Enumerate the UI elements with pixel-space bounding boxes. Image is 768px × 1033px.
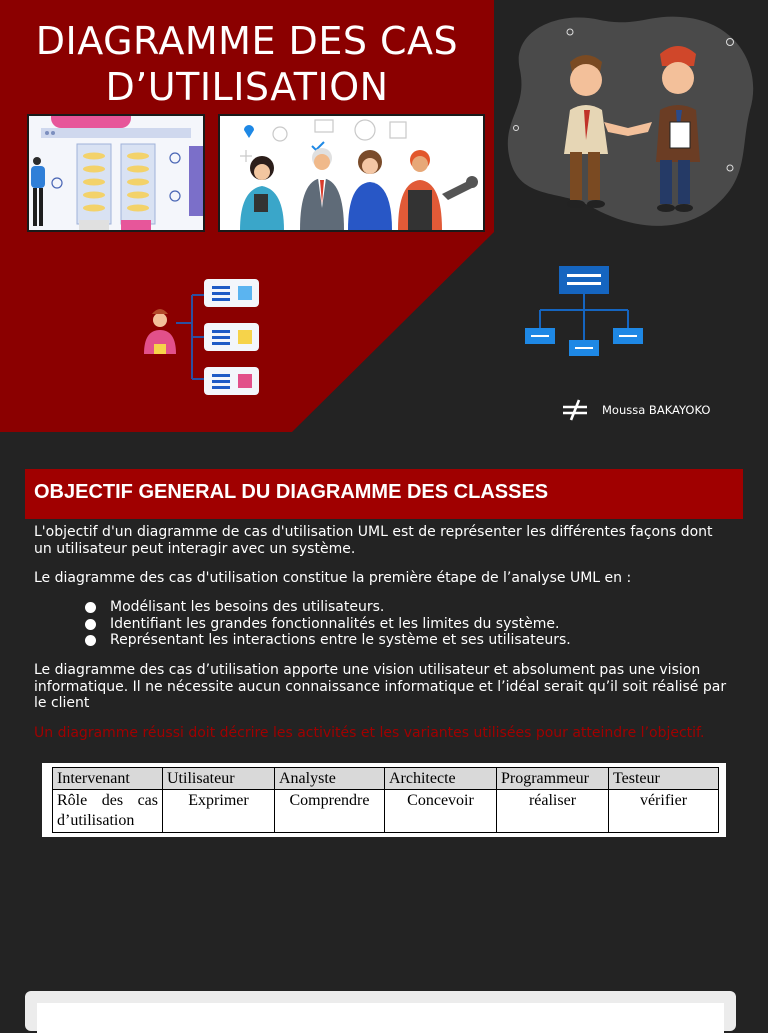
- intro-paragraph: L'objectif d'un diagramme de cas d'utilisation UML est de représenter les différentes façons dont un utilisateur peut interagir avec un système.: [34, 524, 713, 557]
- roles-table: [52, 767, 719, 833]
- org-chart-icon: [522, 262, 646, 358]
- analysis-paragraph: Le diagramme des cas d'utilisation constitue la première étape de l’analyse UML en :: [34, 570, 632, 586]
- section-title: OBJECTIF GENERAL DU DIAGRAMME DES CLASSES: [34, 481, 549, 503]
- roles-table-container: [42, 763, 726, 837]
- next-card-inner: [37, 1003, 724, 1033]
- team-illustration: [218, 114, 485, 232]
- table-header-cell: Testeur: [609, 768, 719, 790]
- table-header-cell: Architecte: [385, 768, 497, 790]
- vision-paragraph: Le diagramme des cas d’utilisation apporte une vision utilisateur et absolument pas une vision informatique. Il ne nécessite aucun connaissance informatique et l’idéal serait qu’il soit réalisé par le client: [34, 662, 727, 711]
- table-cell: Exprimer: [163, 790, 275, 833]
- diagram-thumbnail: [27, 114, 205, 232]
- not-equal-icon: [560, 398, 590, 422]
- table-cell: vérifier: [609, 790, 719, 833]
- highlight-paragraph: Un diagramme réussi doit décrire les activités et les variantes utilisées pour atteindre l’objectif.: [34, 725, 705, 741]
- table-header-cell: Intervenant: [53, 768, 163, 790]
- page-title: [0, 18, 494, 110]
- objectives-list: [84, 599, 744, 649]
- table-header-cell: Programmeur: [497, 768, 609, 790]
- table-cell: Comprendre: [275, 790, 385, 833]
- table-header-cell: Utilisateur: [163, 768, 275, 790]
- list-item: Identifiant les grandes fonctionnalités et les limites du système.: [84, 616, 744, 633]
- title-line-2: D’UTILISATION: [105, 65, 389, 109]
- table-cell: Concevoir: [385, 790, 497, 833]
- list-item: Modélisant les besoins des utilisateurs.: [84, 599, 744, 616]
- title-line-1: DIAGRAMME DES CAS: [35, 19, 459, 63]
- list-item: Représentant les interactions entre le système et ses utilisateurs.: [84, 632, 744, 649]
- table-cell: réaliser: [497, 790, 609, 833]
- user-icon: [140, 274, 265, 399]
- table-cell: Rôle des cas d’utilisation: [53, 790, 163, 833]
- table-header-row: [53, 768, 719, 790]
- table-header-cell: Analyste: [275, 768, 385, 790]
- author-name: Moussa BAKAYOKO: [602, 403, 711, 417]
- table-row: [53, 790, 719, 833]
- handshake-illustration: [500, 10, 762, 232]
